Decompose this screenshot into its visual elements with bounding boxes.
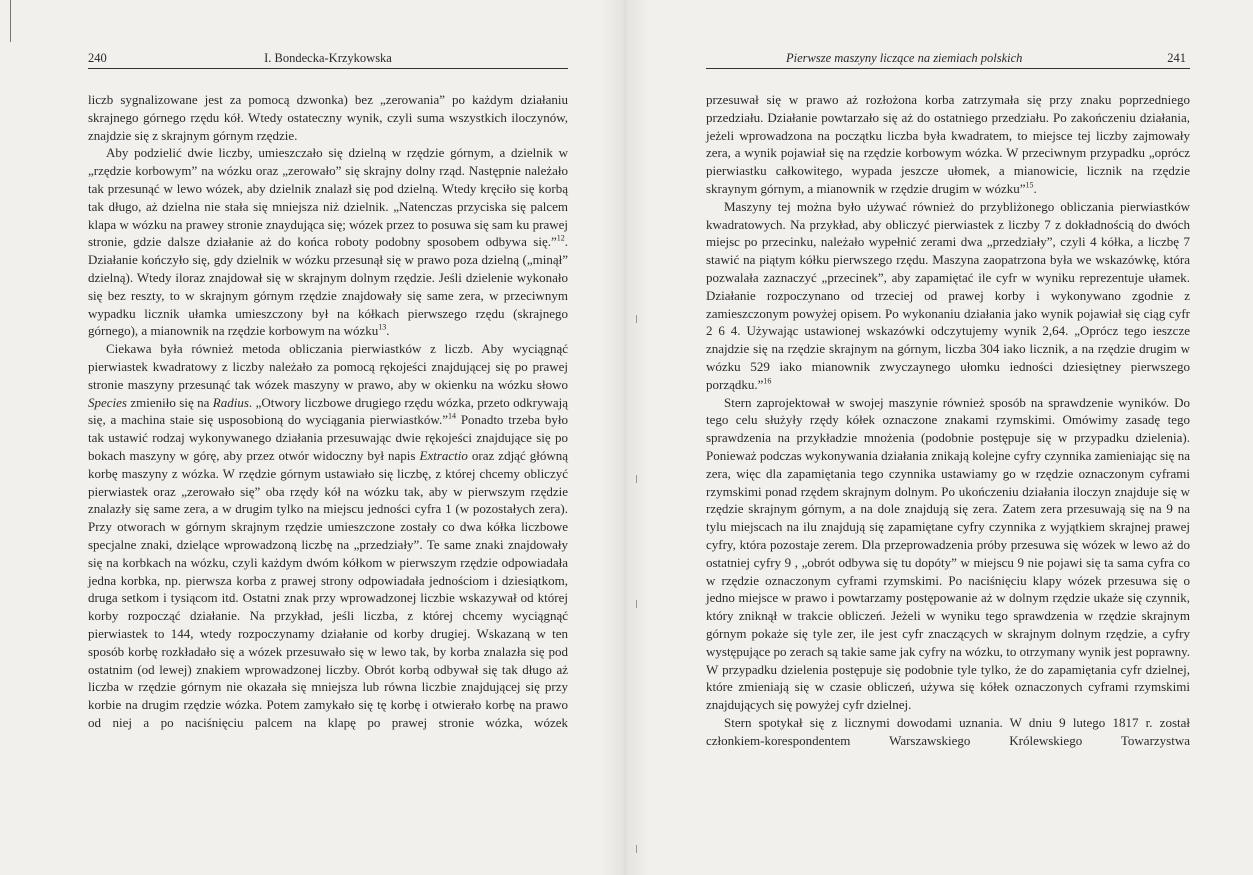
right-page-header [706,48,1190,69]
left-page [88,48,568,732]
paragraph: liczb sygnalizowane jest za pomocą dzwonka) bez „zerowania” po każdym działaniu skrajnego górnego rzędu kół. Wtedy ostateczny wynik, czyli suma wszystkich iloczynów, znajdzie się z skrajnym górnym rzędzie. [88,92,568,143]
paragraph: Stern zaprojektował w swojej maszynie również sposób na sprawdzenie wyników. Do tego celu służyły rzędy kółek oznaczone znakami rzymskimi. Omówimy zasadę tego sprawdzenia na przykładzie mnożenia (podobnie postępuje się w przypadku dzielenia). Ponieważ podczas wykonywania działania znikają kolejne cyfry czynnika zamieniając się na zera, więc dla zapamiętania tego czynnika ustawiamy go w rzędzie oznaczonym cyframi rzymskimi ponad rzędem skrajnym dolnym. Po ukończeniu działania iloczyn znajduje się w rzędzie skrajnym górnym, a na dole znajdują się zera. Zatem zera przesuwają się na 9 na tylu miejscach na ilu znajdują się zapamiętane cyfry czynnika z wyjątkiem skrajnej prawej cyfry, która pozostaje zerem. Dla przeprowadzenia próby przesuwa się wózek w lewo aż do ostatniej cyfry 9 , „obrót odbywa się tu dopóty” w miejscu 9 nie pojawi się ta sama cyfra co w rzędzie oznaczonym cyframi rzymskimi. Po naciśnięciu klapy wózek przesuwa się o jedno miejsce w prawo i powtarzamy postępowanie aż w dolnym rzędzie ukaże się czynnik, który zniknął w trakcie obliczeń. Jeżeli w wyniku tego sprawdzenia w rzędzie skrajnym górnym pokaże się tyle zer, ile jest cyfr znaczących w skrajnym dolnym rzędzie, a cyfry występujące po zerach są takie same jak cyfry na wózku, to otrzymany wynik jest poprawny. W przypadku dzielenia postępuje się podobnie tyle tylko, że do zapamiętania cyfr dzielnej, które zmieniają się w czasie obliczeń, używa się kółek oznaczonych cyframi rzymskimi znajdujących się powyżej cyfr dzielnej. [706,394,1190,713]
paragraph: Ciekawa była również metoda obliczania pierwiastków z liczb. Aby wyciągnąć pierwiastek kwadratowy z liczby należało za pomocą rękojeści znajdującej się po prawej stronie maszyny przesunąć tak wózek maszyny w prawo, aby w okienku na wózku słowo Species zmieniło się na Radius. „Otwory liczbowe drugiego rzędu wózka, przeto odkrywają się, a machina staie się usposobioną do wyciągania pierwiastków.”$^{14}$ Ponadto trzeba było tak ustawić rodzaj wykonywanego działania przesuwając dwie rękojeści znajdujące się po bokach maszyny w górę, aby przez otwór widoczny był napis Extractio oraz zdjąć główną korbę maszyny z wózka. W rzędzie górnym ustawiało się liczbę, z której chcemy obliczyć pierwiastek oraz „zerowało się” oba rzędy kół na wózku tak, aby w pierwszym rzędzie znalazły się same zera, a w drugim tylko na miejscu jedności cyfra 1 (w pozostałych zera). Przy otworach w górnym skrajnym rzędzie umieszczone zostały co dwa kółka liczbowe specjalne znaki, dzielące wprowadzoną liczbę na „przedziały”. Te same znaki znajdowały się na korbkach na wózku, czyli każdym dwóm kółkom w pierwszym rzędzie odpowiadała jedna korbka, np. pierwsza korba z prawej strony odpowiadała jednościom i dziesiątkom, druga setkom i tysiącom itd. Ostatni znak przy wprowadzonej liczbie wskazywał od której korby rozpocząć działanie. Na przykład, jeśli liczba, z której chcemy wyciągnąć pierwiastek to 144, wtedy rozpoczynamy działanie od korby drugiej. Wskazaną w ten sposób korbę rozkładało się a wózek przesuwało się w lewo tak, by korba znalazła się pod ostatnim (od lewej) znakiem wprowadzonej liczby. Obrót korbą odbywał się tak długo aż liczba w rzędzie górnym nie okazała się mniejsza lub równa liczbie znajdującej się przy korbie na drugim rzędzie wózka. Potem zamykało się tę korbę i otwierało korbę na prawo od niej a po naciśnięciu palcem na klapę po prawej stronie wózka, wózek [88,341,569,730]
right-page [706,48,1190,749]
footnote-ref: 16 [763,376,772,386]
footnote-ref: 13 [378,323,387,333]
gutter-mark [636,845,637,853]
page-edge-line [10,0,11,42]
gutter-mark [636,315,637,323]
paragraph: Aby podzielić dwie liczby, umieszczało się dzielną w rzędzie górnym, a dzielnik w „rzędzie korbowym” na wózku oraz „zerowało” się skrajny dolny rząd. Następnie należało tak przesunąć w lewo wózek, aby dzielnik znalazł się pod dzielną. Wtedy kręciło się korbą tak długo, aż dzielna nie stała się mniejsza niż dzielnik. „Natenczas przyciska się palcem klapa w wózku na prawey stronie znaydująca się; wózek przez to posuwa się sam ku prawej stronie, gdzie dalsze działanie aż do końca roboty podobny sposobem odbywa się.”$^{12}$. Działanie kończyło się, gdy dzielnik w wózku przesunął się w prawo poza dzielną („minął” dzielną). Wtedy iloraz znajdował się w skrajnym dolnym rzędzie. Jeśli dzielenie wykonało się bez reszty, to w skrajnym górnym rzędzie znajdowały się same zera, w przeciwnym wypadku licznik ułamka umieszczony był na kółkach pierwszego rzędu (skrajnego górnego), a mianownik na rzędzie korbowym na wózku$^{13}$. [88,145,568,339]
footnote-ref: 14 [447,412,456,422]
left-page-header [88,48,568,69]
page-number: 241 [1167,51,1186,65]
running-head-title: Pierwsze maszyny liczące na ziemiach polskich [786,51,1023,65]
paragraph: Maszyny tej można było używać również do przybliżonego obliczania pierwiastków kwadratowych. Na przykład, aby obliczyć pierwiastek z liczby 7 z dokładnością do dwóch miejsc po przecinku, należało wypełnić zerami dwa „przedziały”, czyli 4 kółka, a liczbę 7 stawić na piątym kółku pierwszego rzędu. Maszyna zaopatrzona była we wskazówkę, która pozwalała zaznaczyć „przecinek”, aby zapamiętać ile cyfr w wyniku reprezentuje ułamek. Działanie rozpoczynano od trzeciej od prawej korby i wykonywano zgodnie z zamieszczonym powyżej opisem. Po wykonaniu działania jako wynik pojawiał się ciąg cyfr 2 6 4. Używając ustawionej wskazówki odczytujemy wynik 2,64. „Oprócz tego ieszcze znajdzie się na rzędzie skrajnym na górnym, liczba 304 iako licznik, a na rzędzie drugim w wózku 529 iako mianownik zwyczaynego ułomku iedności dziesiętney pierwszego porządku.”$^{16}$ [706,198,1190,392]
paragraph: przesuwał się w prawo aż rozłożona korba zatrzymała się przy znaku poprzedniego przedziału. Działanie powtarzało się aż do ostatniego przedziału. Po zakończeniu działania, jeżeli wprowadzona na początku liczba była kwadratem, to miejsce tej liczby zajmowały zera, a wynik pojawiał się na rzędzie korbowym wózka. W przeciwnym przypadku „oprócz pierwiastku całkowitego, wypada jeszcze ułomek, a mianowicie, licznik na rzędzie skraynym górnym, a mianownik w rzędzie drugim w wózku”$^{15}$. [706,92,1190,196]
page-number: 240 [88,51,107,65]
gutter-mark [636,475,637,483]
running-head-author: I. Bondecka-Krzykowska [264,51,392,65]
paragraph: Stern spotykał się z licznymi dowodami uznania. W dniu 9 lutego 1817 r. został członkiem-korespondentem Warszawskiego Królewskiego Towarzystwa [706,714,1190,748]
book-gutter [600,0,650,875]
left-page-body [88,91,568,732]
right-page-body [706,91,1190,749]
footnote-ref: 15 [1025,180,1034,190]
footnote-ref: 12 [556,234,565,244]
gutter-mark [636,600,637,608]
